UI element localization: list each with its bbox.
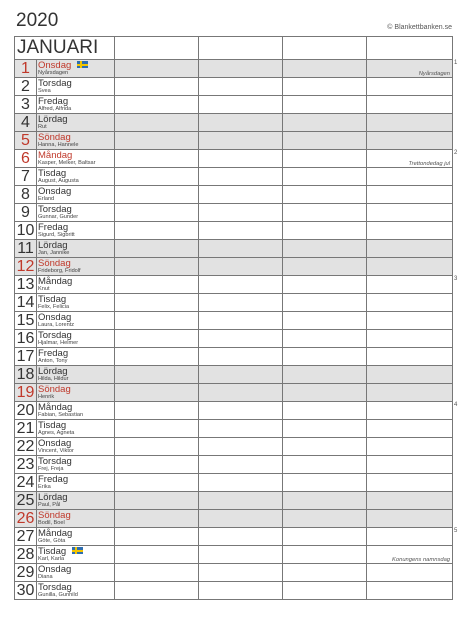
note-cell[interactable] [199, 330, 283, 348]
note-cell[interactable] [367, 312, 453, 330]
note-column-header[interactable] [199, 37, 283, 60]
note-cell[interactable] [199, 132, 283, 150]
name-day-text: Erland [38, 196, 55, 202]
name-day-text: Nyårsdagen [38, 70, 69, 76]
name-day-text: Frej, Freja [38, 466, 64, 472]
note-cell[interactable] [367, 528, 453, 546]
note-cell[interactable] [283, 258, 367, 276]
note-cell[interactable] [283, 60, 367, 78]
name-day-text: Hanna, Hannele [38, 142, 79, 148]
note-cell[interactable] [367, 420, 453, 438]
note-cell[interactable] [283, 186, 367, 204]
weekday-label: Lördag [38, 492, 68, 503]
note-cell[interactable] [199, 222, 283, 240]
weekday-label: Onsdag [38, 438, 72, 449]
day-row [15, 492, 453, 510]
note-cell[interactable] [283, 276, 367, 294]
day-cell [37, 168, 115, 186]
day-row [15, 456, 453, 474]
note-cell[interactable] [283, 150, 367, 168]
day-cell [37, 312, 115, 330]
note-cell[interactable] [283, 474, 367, 492]
day-row [15, 132, 453, 150]
weekday-label: Söndag [38, 384, 71, 395]
note-cell[interactable] [367, 330, 453, 348]
note-cell[interactable] [367, 438, 453, 456]
note-cell[interactable] [115, 222, 199, 240]
weekday-label: Måndag [38, 150, 73, 161]
note-cell[interactable] [199, 204, 283, 222]
day-row [15, 528, 453, 546]
day-row [15, 240, 453, 258]
weekday-label: Torsdag [38, 456, 72, 467]
note-cell[interactable] [367, 222, 453, 240]
day-number: 17 [15, 348, 37, 366]
note-cell[interactable] [115, 168, 199, 186]
holiday-note[interactable]: Trettondedag jul [367, 150, 453, 168]
note-cell[interactable] [283, 402, 367, 420]
day-cell [37, 366, 115, 384]
note-cell[interactable] [115, 258, 199, 276]
note-cell[interactable] [199, 294, 283, 312]
name-day-text: Rut [38, 124, 47, 130]
name-day-text: Anton, Tony [38, 358, 68, 364]
day-number: 18 [15, 366, 37, 384]
day-cell [37, 276, 115, 294]
note-cell[interactable] [115, 60, 199, 78]
note-cell[interactable] [115, 150, 199, 168]
note-cell[interactable] [115, 276, 199, 294]
day-number: 19 [15, 384, 37, 402]
day-cell [37, 402, 115, 420]
note-cell[interactable] [115, 78, 199, 96]
day-cell [37, 348, 115, 366]
name-day-text: Svea [38, 88, 51, 94]
day-cell [37, 474, 115, 492]
note-cell[interactable] [115, 582, 199, 600]
day-cell [37, 60, 115, 78]
day-cell [37, 546, 115, 564]
note-cell[interactable] [115, 132, 199, 150]
day-number: 15 [15, 312, 37, 330]
name-day-text: Göte, Göta [38, 538, 66, 544]
day-row [15, 276, 453, 294]
note-cell[interactable] [199, 312, 283, 330]
month-header-row [15, 37, 453, 60]
note-cell[interactable] [199, 96, 283, 114]
name-day-text: Kasper, Melker, Baltsar [38, 160, 96, 166]
week-number: 2 [454, 150, 458, 156]
weekday-label: Torsdag [38, 582, 72, 593]
note-cell[interactable] [115, 114, 199, 132]
name-day-text: Gunilla, Gunhild [38, 592, 78, 598]
note-cell[interactable] [199, 474, 283, 492]
note-cell[interactable] [199, 150, 283, 168]
note-cell[interactable] [367, 204, 453, 222]
name-day-text: Vincent, Viktor [38, 448, 74, 454]
day-cell [37, 204, 115, 222]
note-cell[interactable] [283, 528, 367, 546]
weekday-label: Måndag [38, 276, 73, 287]
name-day-text: Hilda, Hildur [38, 376, 69, 382]
weekday-label: Onsdag [38, 564, 72, 575]
day-row [15, 114, 453, 132]
day-cell [37, 384, 115, 402]
swedish-flag-icon [77, 61, 88, 68]
note-cell[interactable] [199, 168, 283, 186]
note-cell[interactable] [115, 384, 199, 402]
day-cell [37, 78, 115, 96]
weekday-label: Torsdag [38, 330, 72, 341]
day-row [15, 222, 453, 240]
day-number: 25 [15, 492, 37, 510]
note-cell[interactable] [199, 366, 283, 384]
day-row [15, 186, 453, 204]
week-number: 4 [454, 402, 458, 408]
note-cell[interactable] [115, 330, 199, 348]
day-row [15, 60, 453, 78]
note-cell[interactable] [283, 456, 367, 474]
calendar-table [14, 36, 453, 600]
note-cell[interactable] [367, 114, 453, 132]
note-cell[interactable] [283, 78, 367, 96]
day-number: 27 [15, 528, 37, 546]
day-number: 23 [15, 456, 37, 474]
year-title: 2020 [16, 10, 59, 31]
note-cell[interactable] [115, 366, 199, 384]
weekday-label: Lördag [38, 366, 68, 377]
day-row [15, 78, 453, 96]
name-day-text: Henrik [38, 394, 55, 400]
note-cell[interactable] [115, 528, 199, 546]
swedish-flag-icon [72, 547, 83, 554]
weekday-label: Onsdag [38, 312, 72, 323]
day-row [15, 150, 453, 168]
day-number: 8 [15, 186, 37, 204]
weekday-label: Tisdag [38, 420, 67, 431]
day-row [15, 402, 453, 420]
note-cell[interactable] [367, 186, 453, 204]
name-day-text: Fabian, Sebastian [38, 412, 84, 418]
day-row [15, 312, 453, 330]
day-number: 2 [15, 78, 37, 96]
name-day-text: Karl, Karla [38, 556, 65, 562]
note-cell[interactable] [115, 474, 199, 492]
day-row [15, 204, 453, 222]
note-cell[interactable] [199, 510, 283, 528]
note-cell[interactable] [283, 366, 367, 384]
day-row [15, 564, 453, 582]
note-cell[interactable] [199, 186, 283, 204]
month-title: JANUARI [15, 37, 115, 60]
note-cell[interactable] [367, 294, 453, 312]
day-number: 1 [15, 60, 37, 78]
name-day-text: Laura, Lorentz [38, 322, 75, 328]
name-day-text: Alfred, Alfrida [38, 106, 72, 112]
note-cell[interactable] [115, 348, 199, 366]
note-cell[interactable] [115, 240, 199, 258]
note-cell[interactable] [199, 528, 283, 546]
note-cell[interactable] [199, 78, 283, 96]
weekday-label: Tisdag [38, 168, 67, 179]
note-cell[interactable] [115, 312, 199, 330]
day-number: 26 [15, 510, 37, 528]
day-number: 29 [15, 564, 37, 582]
day-number: 9 [15, 204, 37, 222]
day-row [15, 168, 453, 186]
note-cell[interactable] [367, 276, 453, 294]
day-row [15, 366, 453, 384]
day-cell [37, 438, 115, 456]
day-row [15, 348, 453, 366]
note-cell[interactable] [115, 186, 199, 204]
note-cell[interactable] [283, 96, 367, 114]
day-row [15, 258, 453, 276]
note-cell[interactable] [283, 168, 367, 186]
name-day-text: Erika [38, 484, 51, 490]
weekday-label: Onsdag [37, 61, 114, 70]
name-day-text: August, Augusta [38, 178, 79, 184]
day-number: 14 [15, 294, 37, 312]
day-row [15, 420, 453, 438]
week-number: 1 [454, 60, 458, 66]
note-cell[interactable] [115, 204, 199, 222]
weekday-label: Torsdag [38, 78, 72, 89]
note-cell[interactable] [199, 582, 283, 600]
note-cell[interactable] [367, 402, 453, 420]
day-row [15, 330, 453, 348]
note-cell[interactable] [367, 78, 453, 96]
note-cell[interactable] [283, 384, 367, 402]
day-cell [37, 258, 115, 276]
note-cell[interactable] [367, 168, 453, 186]
note-cell[interactable] [115, 564, 199, 582]
note-cell[interactable] [283, 564, 367, 582]
holiday-note[interactable]: Nyårsdagen [367, 60, 453, 78]
note-cell[interactable] [367, 582, 453, 600]
note-cell[interactable] [199, 402, 283, 420]
day-cell [37, 492, 115, 510]
note-cell[interactable] [283, 114, 367, 132]
holiday-note[interactable]: Konungens namnsdag [367, 546, 453, 564]
note-cell[interactable] [283, 294, 367, 312]
weekday-label: Tisdag [38, 294, 67, 305]
weekday-label: Tisdag [37, 547, 114, 556]
day-row [15, 96, 453, 114]
day-number: 28 [15, 546, 37, 564]
note-cell[interactable] [367, 96, 453, 114]
day-row [15, 438, 453, 456]
weekday-label: Fredag [38, 474, 69, 485]
weekday-label: Onsdag [38, 186, 72, 197]
weekday-label: Lördag [38, 240, 68, 251]
name-day-text: Gunnar, Gunder [38, 214, 79, 220]
day-cell [37, 420, 115, 438]
day-row [15, 294, 453, 312]
weekday-label: Fredag [38, 348, 69, 359]
note-cell[interactable] [199, 276, 283, 294]
day-cell [37, 150, 115, 168]
day-number: 5 [15, 132, 37, 150]
note-cell[interactable] [367, 456, 453, 474]
note-cell[interactable] [115, 546, 199, 564]
note-cell[interactable] [115, 492, 199, 510]
note-cell[interactable] [283, 312, 367, 330]
note-cell[interactable] [367, 132, 453, 150]
weekday-label: Söndag [38, 510, 71, 521]
note-cell[interactable] [115, 438, 199, 456]
note-column-header[interactable] [115, 37, 199, 60]
note-cell[interactable] [199, 546, 283, 564]
note-cell[interactable] [283, 438, 367, 456]
note-cell[interactable] [199, 384, 283, 402]
note-cell[interactable] [115, 456, 199, 474]
note-cell[interactable] [283, 492, 367, 510]
day-cell [37, 186, 115, 204]
day-cell [37, 132, 115, 150]
name-day-text: Bodil, Boel [38, 520, 65, 526]
note-cell[interactable] [199, 438, 283, 456]
note-cell[interactable] [283, 348, 367, 366]
day-number: 20 [15, 402, 37, 420]
name-day-text: Sigurd, Sigbritt [38, 232, 75, 238]
day-number: 24 [15, 474, 37, 492]
day-number: 30 [15, 582, 37, 600]
note-cell[interactable] [283, 510, 367, 528]
note-cell[interactable] [199, 456, 283, 474]
note-cell[interactable] [283, 240, 367, 258]
day-cell [37, 96, 115, 114]
day-number: 16 [15, 330, 37, 348]
day-cell [37, 114, 115, 132]
day-row [15, 546, 453, 564]
day-number: 11 [15, 240, 37, 258]
note-cell[interactable] [199, 492, 283, 510]
day-number: 21 [15, 420, 37, 438]
day-row [15, 474, 453, 492]
note-cell[interactable] [367, 474, 453, 492]
day-number: 4 [15, 114, 37, 132]
note-cell[interactable] [283, 132, 367, 150]
note-cell[interactable] [115, 510, 199, 528]
name-day-text: Paul, Pål [38, 502, 61, 508]
note-cell[interactable] [199, 258, 283, 276]
day-row [15, 582, 453, 600]
note-cell[interactable] [367, 348, 453, 366]
day-cell [37, 456, 115, 474]
note-cell[interactable] [115, 96, 199, 114]
weekday-label: Fredag [38, 222, 69, 233]
weekday-label: Fredag [38, 96, 69, 107]
name-day-text: Felix, Felicia [38, 304, 70, 310]
day-number: 6 [15, 150, 37, 168]
day-cell [37, 330, 115, 348]
note-cell[interactable] [367, 366, 453, 384]
day-number: 7 [15, 168, 37, 186]
name-day-text: Frideborg, Fridolf [38, 268, 81, 274]
week-number: 5 [454, 528, 458, 534]
name-day-text: Jan, Jannike [38, 250, 70, 256]
note-cell[interactable] [199, 114, 283, 132]
day-row [15, 510, 453, 528]
weekday-label: Lördag [38, 114, 68, 125]
note-cell[interactable] [283, 546, 367, 564]
note-cell[interactable] [367, 492, 453, 510]
weekday-label: Söndag [38, 132, 71, 143]
note-cell[interactable] [199, 240, 283, 258]
day-number: 13 [15, 276, 37, 294]
day-row [15, 384, 453, 402]
name-day-text: Agnes, Agneta [38, 430, 75, 436]
note-cell[interactable] [115, 420, 199, 438]
weekday-label: Måndag [38, 528, 73, 539]
day-cell [37, 582, 115, 600]
note-cell[interactable] [115, 402, 199, 420]
note-cell[interactable] [115, 294, 199, 312]
day-cell [37, 510, 115, 528]
note-cell[interactable] [283, 420, 367, 438]
note-column-header[interactable] [367, 37, 453, 60]
day-cell [37, 564, 115, 582]
name-day-text: Knut [38, 286, 50, 292]
note-cell[interactable] [199, 420, 283, 438]
copyright-text: © Blankettbanken.se [387, 24, 452, 31]
weekday-label: Torsdag [38, 204, 72, 215]
note-cell[interactable] [367, 258, 453, 276]
note-cell[interactable] [367, 384, 453, 402]
note-cell[interactable] [283, 330, 367, 348]
day-number: 12 [15, 258, 37, 276]
note-column-header[interactable] [283, 37, 367, 60]
note-cell[interactable] [367, 564, 453, 582]
day-cell [37, 528, 115, 546]
name-day-text: Hjalmar, Helmer [38, 340, 79, 346]
day-cell [37, 294, 115, 312]
note-cell[interactable] [367, 240, 453, 258]
day-number: 3 [15, 96, 37, 114]
note-cell[interactable] [199, 564, 283, 582]
weekday-label: Måndag [38, 402, 73, 413]
name-day-text: Diana [38, 574, 53, 580]
day-cell [37, 222, 115, 240]
note-cell[interactable] [283, 204, 367, 222]
note-cell[interactable] [367, 510, 453, 528]
note-cell[interactable] [199, 348, 283, 366]
day-cell [37, 240, 115, 258]
note-cell[interactable] [199, 60, 283, 78]
note-cell[interactable] [283, 582, 367, 600]
week-number: 3 [454, 276, 458, 282]
note-cell[interactable] [283, 222, 367, 240]
weekday-label: Söndag [38, 258, 71, 269]
day-number: 22 [15, 438, 37, 456]
day-number: 10 [15, 222, 37, 240]
